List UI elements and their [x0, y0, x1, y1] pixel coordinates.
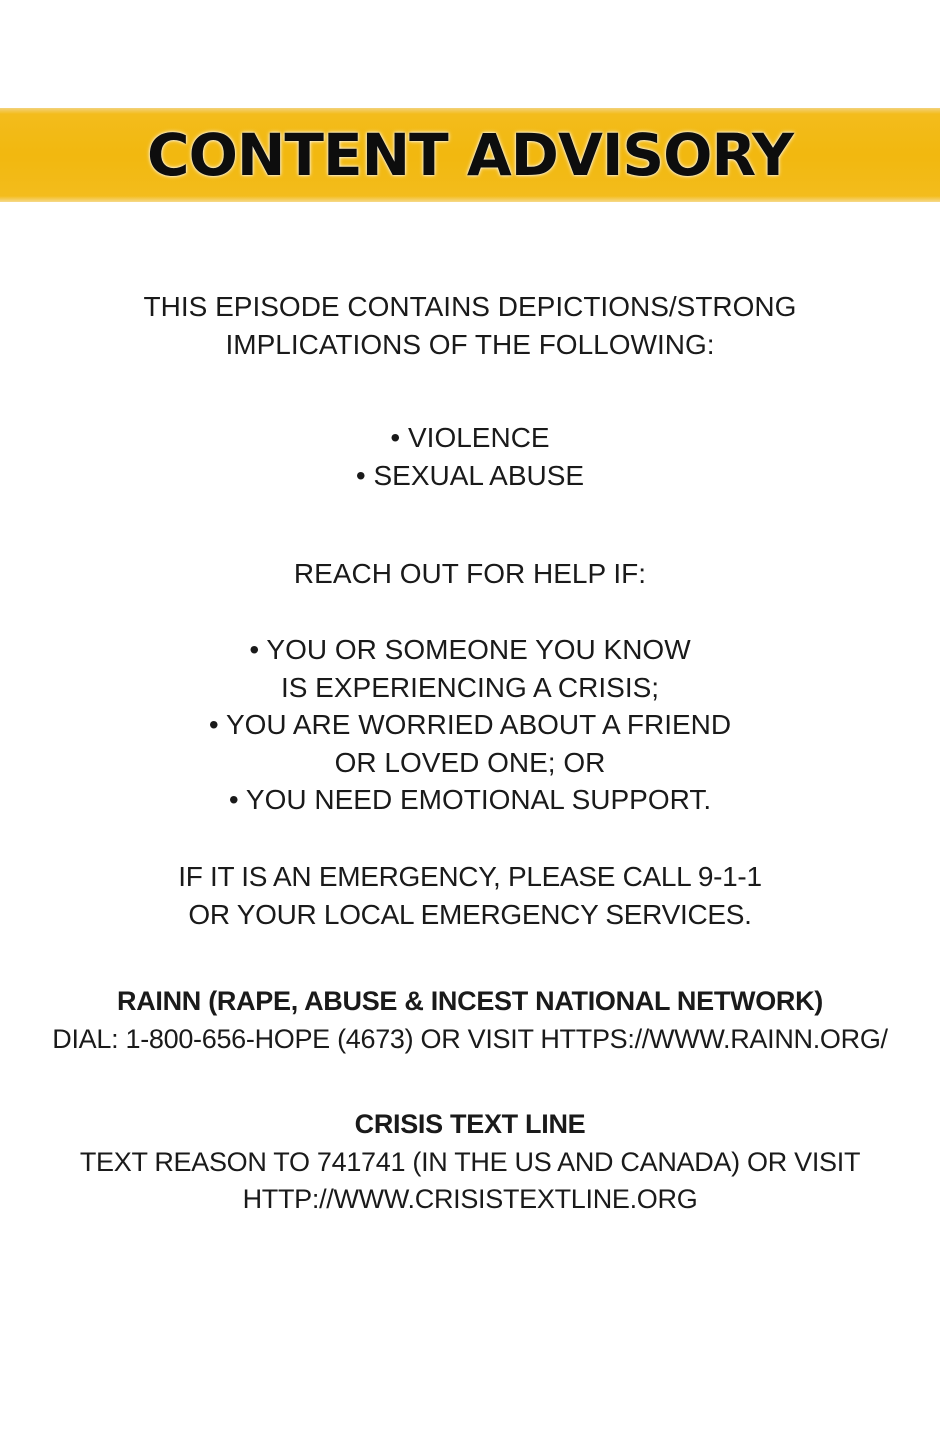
crisis-text-line-resource [0, 1106, 940, 1219]
content-warning-list [0, 419, 940, 494]
crisis-text-line-url[interactable]: HTTP://WWW.CRISISTEXTLINE.ORG [242, 1184, 698, 1214]
intro-line: IMPLICATIONS OF THE FOLLOWING: [225, 328, 715, 360]
page-title: CONTENT ADVISORY [147, 121, 793, 189]
help-criteria-line: OR LOVED ONE; OR [334, 746, 606, 778]
help-heading [0, 555, 940, 593]
warning-item-sexual-abuse: • SEXUAL ABUSE [355, 459, 585, 491]
intro-text [0, 288, 940, 363]
help-criteria-line: • YOU OR SOMEONE YOU KNOW [249, 634, 691, 665]
intro-line: THIS EPISODE CONTAINS DEPICTIONS/STRONG [143, 291, 797, 322]
help-heading-text: REACH OUT FOR HELP IF: [293, 558, 647, 589]
emergency-line: IF IT IS AN EMERGENCY, PLEASE CALL 9-1-1 [178, 861, 762, 892]
rainn-contact[interactable]: DIAL: 1-800-656-HOPE (4673) OR VISIT HTTPS://WWW.RAINN.ORG/ [52, 1023, 888, 1054]
rainn-name: RAINN (RAPE, ABUSE & INCEST NATIONAL NETWORK) [117, 986, 823, 1016]
help-criteria-list [0, 631, 940, 819]
crisis-text-line-instructions: TEXT REASON TO 741741 (IN THE US AND CANADA) OR VISIT [79, 1146, 861, 1177]
crisis-text-line-name: CRISIS TEXT LINE [354, 1109, 586, 1139]
help-criteria-line: IS EXPERIENCING A CRISIS; [280, 671, 660, 703]
warning-item-violence: • VIOLENCE [390, 422, 550, 453]
advisory-banner [0, 108, 940, 202]
help-criteria-line: • YOU ARE WORRIED ABOUT A FRIEND [208, 709, 732, 740]
emergency-notice [0, 858, 940, 933]
rainn-resource [0, 983, 940, 1058]
emergency-line: OR YOUR LOCAL EMERGENCY SERVICES. [188, 898, 752, 930]
help-criteria-line: • YOU NEED EMOTIONAL SUPPORT. [228, 784, 712, 815]
